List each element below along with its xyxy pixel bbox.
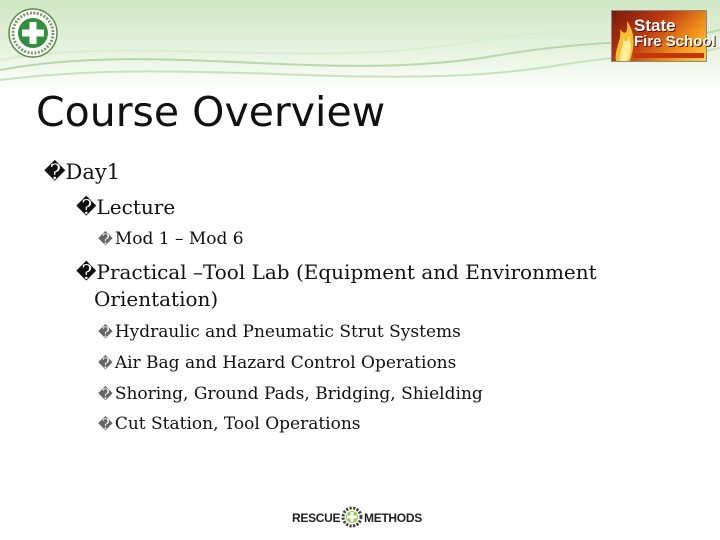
bullet-icon: � <box>98 417 113 433</box>
list-item: � Air Bag and Hazard Control Operations <box>98 353 457 373</box>
list-item: � Hydraulic and Pneumatic Strut Systems <box>98 322 461 342</box>
bullet-icon: � <box>76 195 97 219</box>
logo-word-rescue: RESCUE <box>292 511 341 525</box>
bullet-icon: � <box>98 387 113 403</box>
bullet-icon: � <box>76 260 97 284</box>
logo-strip <box>634 53 704 58</box>
cross-badge-logo <box>8 8 58 58</box>
bullet-icon: � <box>98 232 113 248</box>
list-item: � Shoring, Ground Pads, Bridging, Shielding <box>98 384 483 404</box>
list-item: � Mod 1 – Mod 6 <box>98 229 244 249</box>
state-fire-school-logo <box>611 10 716 62</box>
bullet-icon: � <box>98 356 113 372</box>
rescue-methods-logo <box>292 506 424 534</box>
list-item: � Cut Station, Tool Operations <box>98 414 361 434</box>
outline-practical-continued: Orientation) <box>94 287 219 311</box>
bullet-icon: � <box>44 160 66 184</box>
outline-day: �Day1 <box>44 160 121 184</box>
logo-line-fire-school: Fire School <box>634 33 716 50</box>
outline-lecture: �Lecture <box>76 195 176 219</box>
logo-line-state: State <box>634 16 676 35</box>
slide-title: Course Overview <box>36 88 386 136</box>
gear-icon <box>341 506 363 528</box>
logo-word-methods: METHODS <box>364 511 422 525</box>
bullet-icon: � <box>98 325 113 341</box>
outline-practical: �Practical –Tool Lab (Equipment and Environment <box>76 260 597 284</box>
